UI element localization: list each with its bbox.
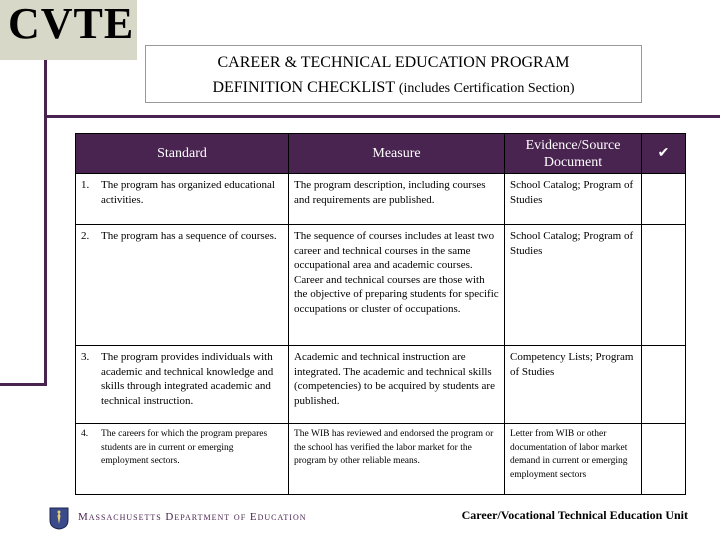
- header-evidence: Evidence/Source Document: [505, 134, 642, 174]
- evidence-cell: Letter from WIB or other documentation of labor market demand in current or emerging employment sectors: [505, 424, 642, 495]
- checklist-table: [75, 133, 686, 495]
- left-accent-bar-bottom: [0, 383, 47, 386]
- standard-text: The program has organized educational activities.: [101, 179, 275, 206]
- check-cell[interactable]: [642, 225, 686, 346]
- table-row: [76, 346, 686, 424]
- left-accent-bar: [0, 60, 47, 385]
- table-header-row: [76, 134, 686, 174]
- table-row: [76, 225, 686, 346]
- state-seal-icon: [48, 506, 70, 530]
- footer-unit: Career/Vocational Technical Education Unit: [461, 508, 688, 522]
- row-number: 4.: [81, 429, 89, 439]
- check-cell[interactable]: [642, 424, 686, 495]
- evidence-cell: School Catalog; Program of Studies: [505, 225, 642, 346]
- header-standard: Standard: [76, 134, 289, 174]
- standard-cell: [76, 424, 289, 495]
- measure-cell: The sequence of courses includes at least two career and technical courses in the same occupational area and academic courses. Career and technical courses are those with the objective of preparing students for specific occupations or cluster of occupations.: [289, 225, 505, 346]
- measure-cell: The program description, including courses and requirements are published.: [289, 174, 505, 225]
- logo-box: [0, 0, 137, 60]
- standard-cell: [76, 174, 289, 225]
- standard-text: The program has a sequence of courses.: [101, 230, 277, 242]
- check-cell[interactable]: [642, 346, 686, 424]
- evidence-cell: School Catalog; Program of Studies: [505, 174, 642, 225]
- page-title-main: DEFINITION CHECKLIST: [212, 79, 395, 96]
- checkmark-icon: ✔: [642, 134, 686, 174]
- standard-cell: [76, 346, 289, 424]
- page-title-line1: CAREER & TECHNICAL EDUCATION PROGRAM: [217, 54, 570, 71]
- page-title-line2: [146, 79, 641, 97]
- row-number: 2.: [81, 230, 90, 242]
- footer-department: Massachusetts Department of Education: [78, 511, 307, 523]
- logo-text: CVTE: [8, 0, 135, 48]
- measure-cell: The WIB has reviewed and endorsed the program or the school has verified the labor market for the program by other reliable means.: [289, 424, 505, 495]
- evidence-cell: Competency Lists; Program of Studies: [505, 346, 642, 424]
- table-row: [76, 174, 686, 225]
- table-row: [76, 424, 686, 495]
- header-rule: [47, 115, 720, 118]
- title-box: [145, 45, 642, 103]
- standard-text: The program provides individuals with academic and technical knowledge and skills through integrated academic and technical instruction.: [101, 351, 274, 407]
- page-title-note: (includes Certification Section): [398, 81, 575, 96]
- standard-cell: [76, 225, 289, 346]
- row-number: 1.: [81, 179, 90, 191]
- standard-text: The careers for which the program prepares students are in current or emerging employment sectors.: [101, 429, 268, 466]
- measure-cell: Academic and technical instruction are integrated. The academic and technical skills (competencies) to be acquired by students are published.: [289, 346, 505, 424]
- check-cell[interactable]: [642, 174, 686, 225]
- row-number: 3.: [81, 351, 90, 363]
- header-measure: Measure: [289, 134, 505, 174]
